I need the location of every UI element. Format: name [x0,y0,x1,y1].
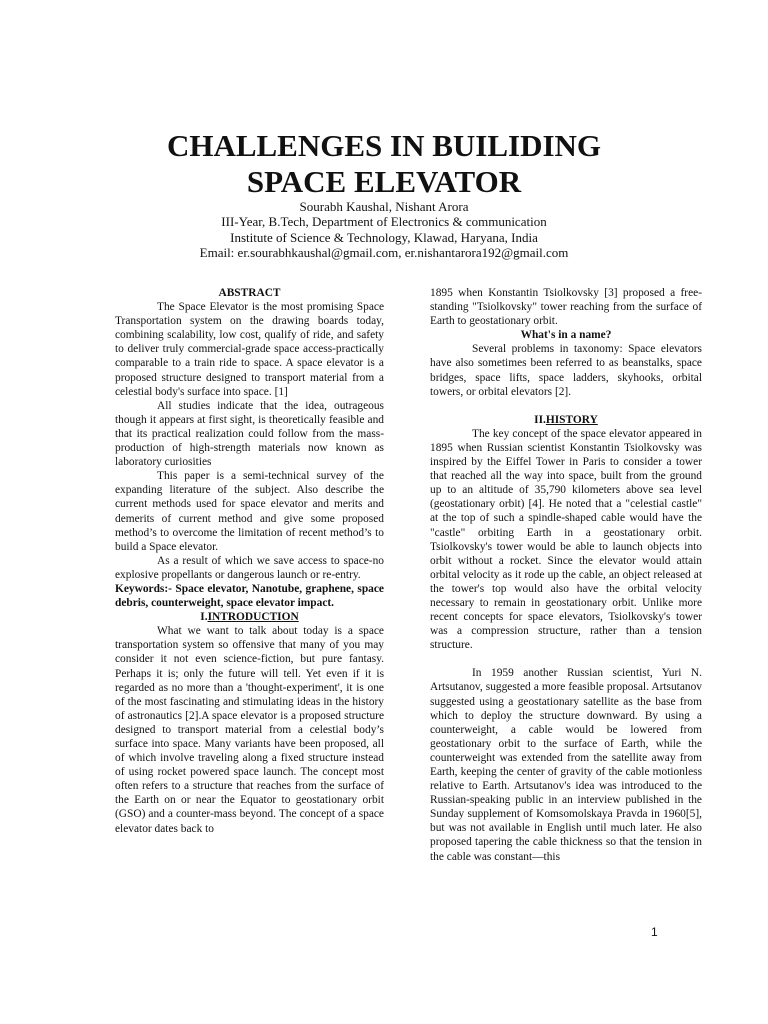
abstract-paragraph: As a result of which we save access to space-no explosive propellants or dangerous launch or re-entry. [115,554,384,581]
section-number: II. [534,413,546,426]
introduction-paragraph-continued: 1895 when Konstantin Tsiolkovsky [3] proposed a free-standing "Tsiolkovsky" tower reaching from the surface of Earth to geostationary orbit. [430,287,702,328]
paper-title [0,128,768,200]
history-paragraph: The key concept of the space elevator appeared in 1895 when Russian scientist Konstantin Tsiolkovsky was inspired by the Eiffel Tower in Paris to consider a tower that reached all the way into space, built from the ground up to an altitude of 35,790 kilometers above sea level (geostationary orbit) [4]. He noted that a "celestial castle" at the top of such a spindle-shaped cable would have the "castle" orbiting Earth in a geostationary orbit. Tsiolkovsky's tower would be able to launch objects into orbit without a rocket. Since the elevator would attain orbital velocity as it rode up the cable, an object released at the tower's top would also have the orbital velocity necessary to remain in geostationary orbit. Unlike more recent concepts for space elevators, Tsiolkovsky's tower was a compression structure, rather than a tension structure. [430,427,702,652]
right-column [430,286,702,864]
abstract-paragraph: All studies indicate that the idea, outrageous though it appears at first sight, is theoretically feasible and that its practical realization could follow from the mass-production of high-strength materials now known as laboratory curiosities [115,399,384,469]
paper-title-line-2: SPACE ELEVATOR [246,164,522,199]
left-column [115,286,384,836]
section-number: I. [200,611,208,624]
affiliation-department: III-Year, B.Tech, Department of Electronics & communication [221,214,547,230]
history-paragraph: In 1959 another Russian scientist, Yuri N. Artsutanov, suggested a more feasible proposal. Artsutanov suggested using a geostationary satellite as the base from which to deploy the structure downward. By using a counterweight, a cable would be lowered from geostationary orbit to the surface of Earth, while the counterweight was extended from the satellite away from Earth, keeping the center of gravity of the cable motionless relative to Earth. Artsutanov's idea was introduced to the Russian-speaking public in an interview published in the Sunday supplement of Komsomolskaya Pravda in 1960[5], but was not available in English until much later. He also proposed tapering the cable thickness so that the tension in the cable was constant—this [430,667,702,863]
introduction-heading [115,610,384,624]
affiliation-institute: Institute of Science & Technology, Klawad, Haryana, India [230,229,538,245]
abstract-paragraph: This paper is a semi-technical survey of the expanding literature of the subject. Also describe the current methods used for space elevator and merits and demerits of current method and give some proposed method’s to overcome the limitation of recent method’s to build a Space elevator. [115,470,384,553]
history-heading [430,413,702,427]
author-block [0,199,768,260]
introduction-paragraph: What we want to talk about today is a space transportation system so offensive that many of you may consider it not even science-fiction, but pure fantasy. Perhaps it is; only the future will tell. Yet even if it is regarded as no more than a 'thought-experiment', it is one of the most fascinating and stimulating ideas in the history of astronautics [2].A space elevator is a proposed structure designed to transport material from a celestial body’s surface into space. Many variants have been proposed, all of which involve traveling along a fixed structure instead of using rocket powered space launch. The concept most often refers to a structure that reaches from the surface of the Earth on or near the Equator to geostationary orbit (GSO) and a counter-mass beyond. The concept of a space elevator dates back to [115,625,384,835]
abstract-heading: ABSTRACT [218,287,281,299]
abstract-paragraph: The Space Elevator is the most promising Space Transportation system on the drawing boards today, combining scalability, low cost, qualify of ride, and safety to deliver truly commercial-grade space access-practically comparable to a train ride to space. A space elevator is a proposed structure designed to transport material from a celestial body's surface into space. [1] [115,301,384,398]
author-emails: Email: er.sourabhkaushal@gmail.com, er.nishantarora192@gmail.com [199,244,569,260]
whats-in-a-name-paragraph: Several problems in taxonomy: Space elevators have also sometimes been referred to as beanstalks, space bridges, space lifts, space ladders, skyhooks, orbital towers, or orbital elevators [2]. [430,343,702,398]
page-number: 1 [651,925,658,939]
section-title: HISTORY [545,413,598,426]
paper-title-line-1: CHALLENGES IN BUILIDING [166,128,602,163]
author-names: Sourabh Kaushal, Nishant Arora [299,199,469,214]
whats-in-a-name-heading: What's in a name? [520,329,612,342]
keywords: Keywords:- Space elevator, Nanotube, graphene, space debris, counterweight, space elevator impact. [115,582,384,610]
section-title: INTRODUCTION [207,611,299,624]
